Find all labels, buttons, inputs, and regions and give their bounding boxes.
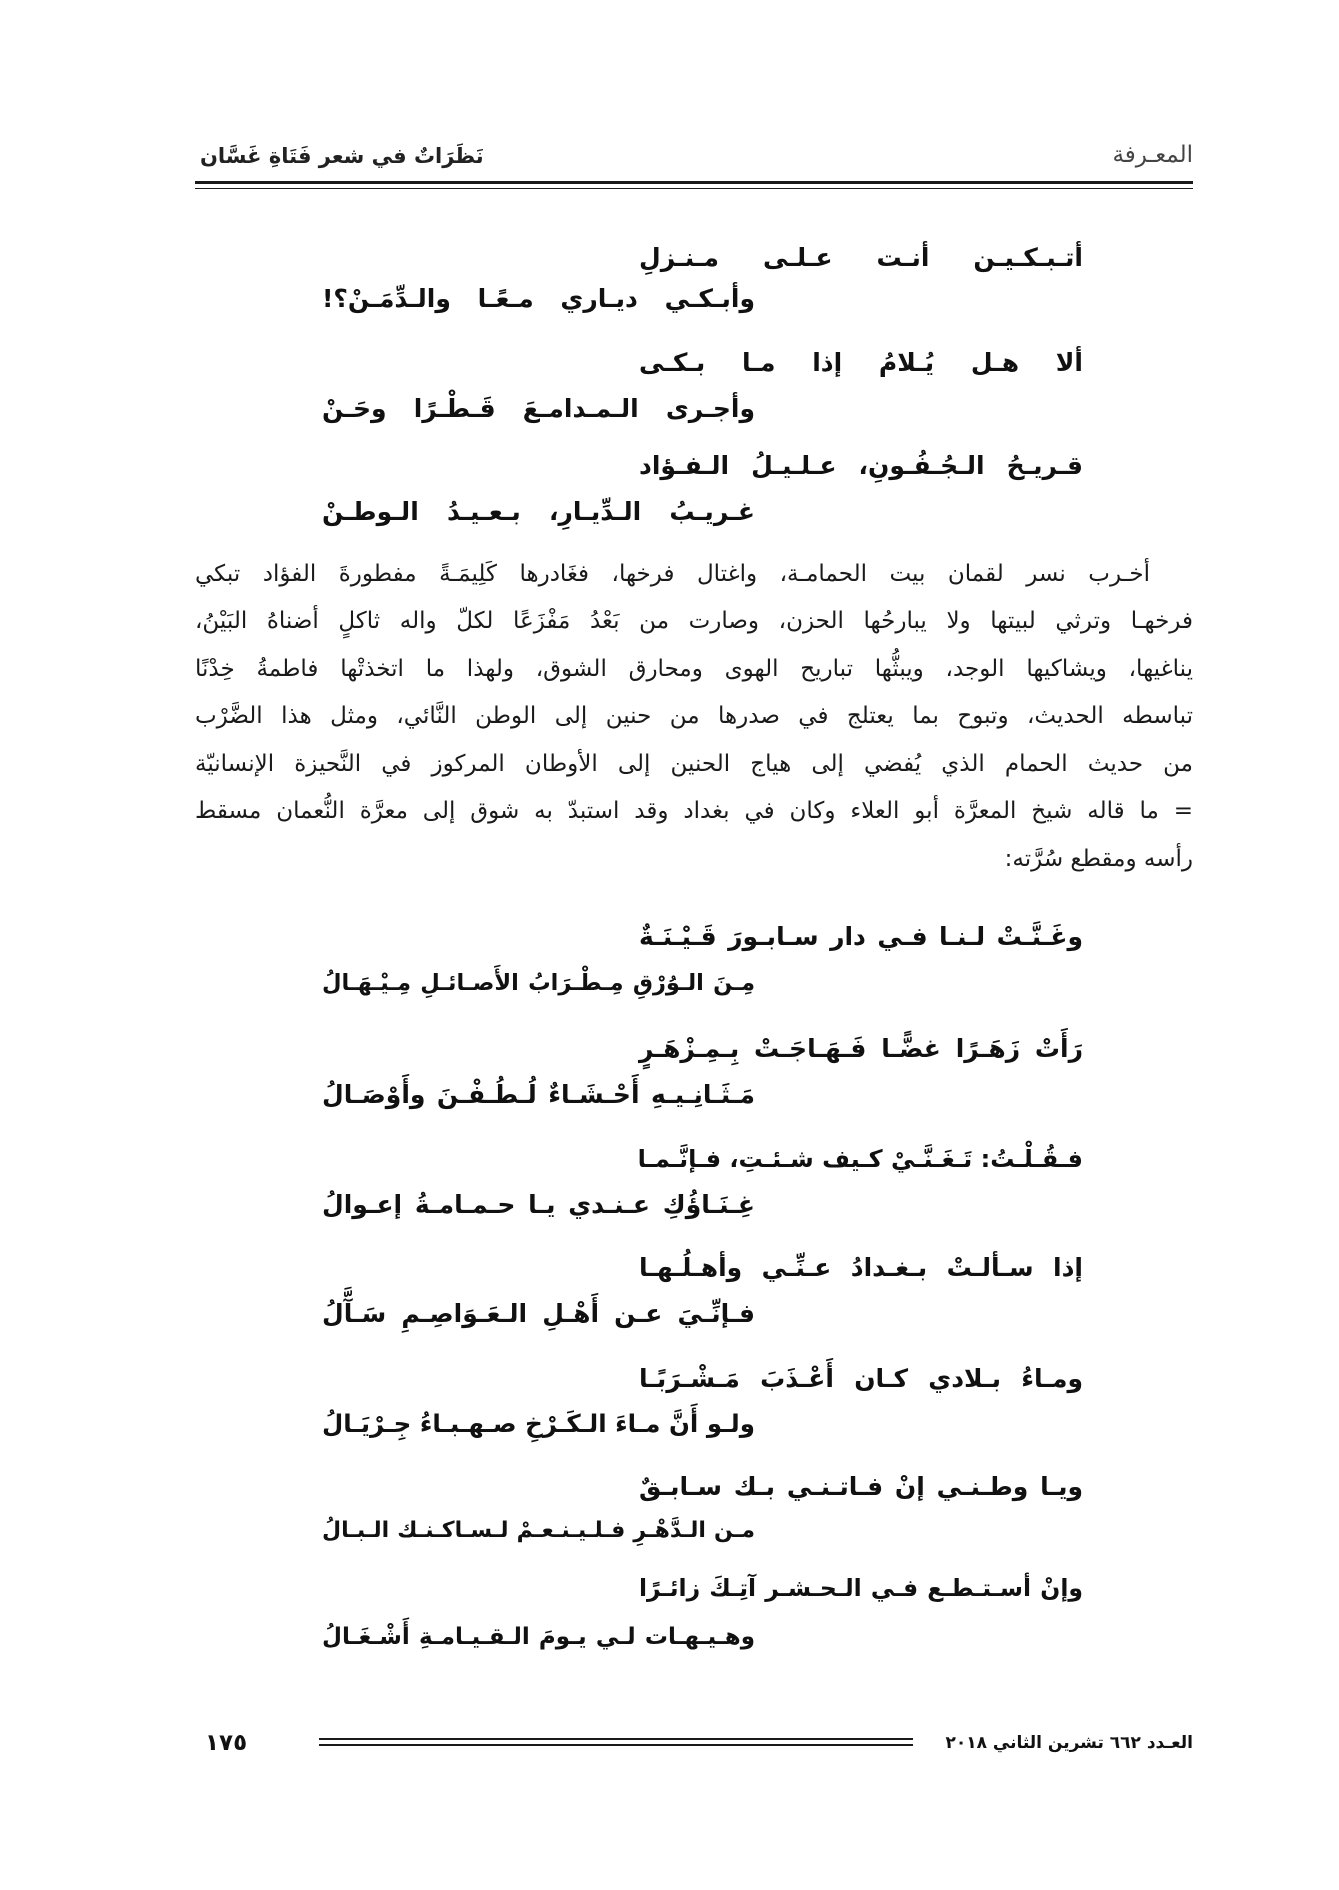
poem-1-verse-2-first: ألا هـل يُـلامُ إذا مـا بـكـى xyxy=(639,348,1083,377)
issue-info: العـدد ٦٦٢ تشرين الثاني ٢٠١٨ xyxy=(945,1733,1193,1753)
footer-rule-bottom xyxy=(319,1744,913,1746)
paragraph-line: أخـرب نسر لقمان بيت الحمامـة، واغتال فرخها، فغَادرها كَلِيمَـةً مفطورةَ الفؤاد تبكي xyxy=(195,561,1150,587)
poem-2-verse-3-first: فـقُـلْـتُ: تَـغَـنَّـيْ كـيف شـئـتِ، فـإنَّـمـا xyxy=(637,1145,1083,1173)
poem-1-verse-1-second: وأبـكـي ديـاري مـعًـا والـدِّمَـنْ؟! xyxy=(322,284,755,313)
paragraph-line: يناغيها، ويشاكيها الوجد، ويبثُّها تباريح الهوى ومحارق الشوق، ولهذا ما اتخذتْها فاطمةُ خِدْنًا xyxy=(195,656,1193,682)
running-header-title: نَظَرَاتٌ في شعر فَتَاةِ غَسَّان xyxy=(200,144,484,168)
poem-2-verse-1-second: مِـنَ الـوُرْقِ مِـطْـرَابُ الأَصـائـلِ مِـيْـهَـالُ xyxy=(322,970,755,996)
poem-2-verse-5-second: ولـو أَنَّ مـاءَ الـكَـرْخِ صـهـبـاءُ جِـرْيَـالُ xyxy=(322,1409,755,1438)
poem-1-verse-3-second: غـريـبُ الـدِّيـارِ، بـعـيـدُ الـوطـنْ xyxy=(322,497,755,526)
magazine-logo: المعـرفة xyxy=(1112,142,1193,168)
poem-2-verse-2-second: مَـثَـانِـيـهِ أَحْـشَـاءٌ لُـطُـفْـنَ وأَوْصَـالُ xyxy=(322,1080,755,1109)
paragraph-line: من حديث الحمام الذي يُفضي إلى هياج الحنين إلى الأوطان المركوز في النَّحيزة الإنسانيّة xyxy=(195,751,1193,777)
paragraph-line: = ما قاله شيخ المعرَّة أبو العلاء وكان في بغداد وقد استبدّ به شوق إلى معرَّة النُّعمان مسقط xyxy=(195,798,1193,824)
poem-2-verse-4-second: فـإنِّـيَ عـن أَهْـلِ الـعَـوَاصِـمِ سَـآَّلُ xyxy=(322,1299,755,1328)
poem-2-verse-6-first: ويـا وطـنـي إنْ فـاتـنـي بـك سـابـقٌ xyxy=(639,1472,1083,1501)
poem-1-verse-3-first: قـريـحُ الـجُـفُـونِ، عـلـيـلُ الـفـؤاد xyxy=(639,451,1083,480)
header-rule-thick xyxy=(195,181,1193,184)
poem-1-verse-2-second: وأجـرى الـمـدامـعَ قَـطْـرًا وحَـنْ xyxy=(322,394,755,423)
footer-rule-top xyxy=(319,1738,913,1740)
poem-2-verse-7-first: وإنْ أسـتـطـع فـي الـحـشـر آتِـكَ زائـرًا xyxy=(639,1574,1083,1602)
poem-2-verse-2-first: رَأَتْ زَهَـرًا غضًّـا فَـهَـاجَـتْ بِـمِـزْهَـرٍ xyxy=(639,1034,1083,1063)
poem-2-verse-4-first: إذا سـألـتْ بـغـدادُ عـنِّـي وأهـلُـهـا xyxy=(639,1253,1083,1282)
poem-2-verse-5-first: ومـاءُ بـلادي كـان أَعْـذَبَ مَـشْـرَبًـا xyxy=(639,1364,1083,1393)
paragraph-line: تباسطه الحديث، وتبوح بما يعتلج في صدرها من حنين إلى الوطن النَّائي، ومثل هذا الضَّرْب xyxy=(195,703,1193,729)
poem-2-verse-7-second: وهـيـهـات لـي يـومَ الـقـيـامـةِ أَشْـغَـالُ xyxy=(322,1624,755,1650)
poem-2-verse-1-first: وغَـنَّـتْ لـنـا فـي دار سـابـورَ قَـيْـنَـةٌ xyxy=(639,922,1083,951)
poem-2-verse-3-second: غِـنَـاؤُكِ عـنـدي يـا حـمـامـةُ إعـوالُ xyxy=(322,1190,755,1219)
paragraph-line: فرخهـا وترثي لبيتها ولا يبارحُها الحزن، وصارت من بَعْدُ مَفْزَعًا لكلّ واله ثاكلٍ أضناهُ البَيْنُ، xyxy=(195,608,1193,634)
paragraph-line: رأسه ومقطع سُرَّته: xyxy=(1004,846,1193,872)
poem-1-verse-1-first: أتـبـكـيـن أنـت عـلـى مـنـزلِ xyxy=(639,243,1083,272)
page-number: ١٧٥ xyxy=(205,1730,248,1756)
poem-2-verse-6-second: مـن الـدَّهْـرِ فـلـيـنـعـمْ لـسـاكـنـك الـبـالُ xyxy=(322,1518,755,1543)
header-rule-thin xyxy=(195,188,1193,189)
